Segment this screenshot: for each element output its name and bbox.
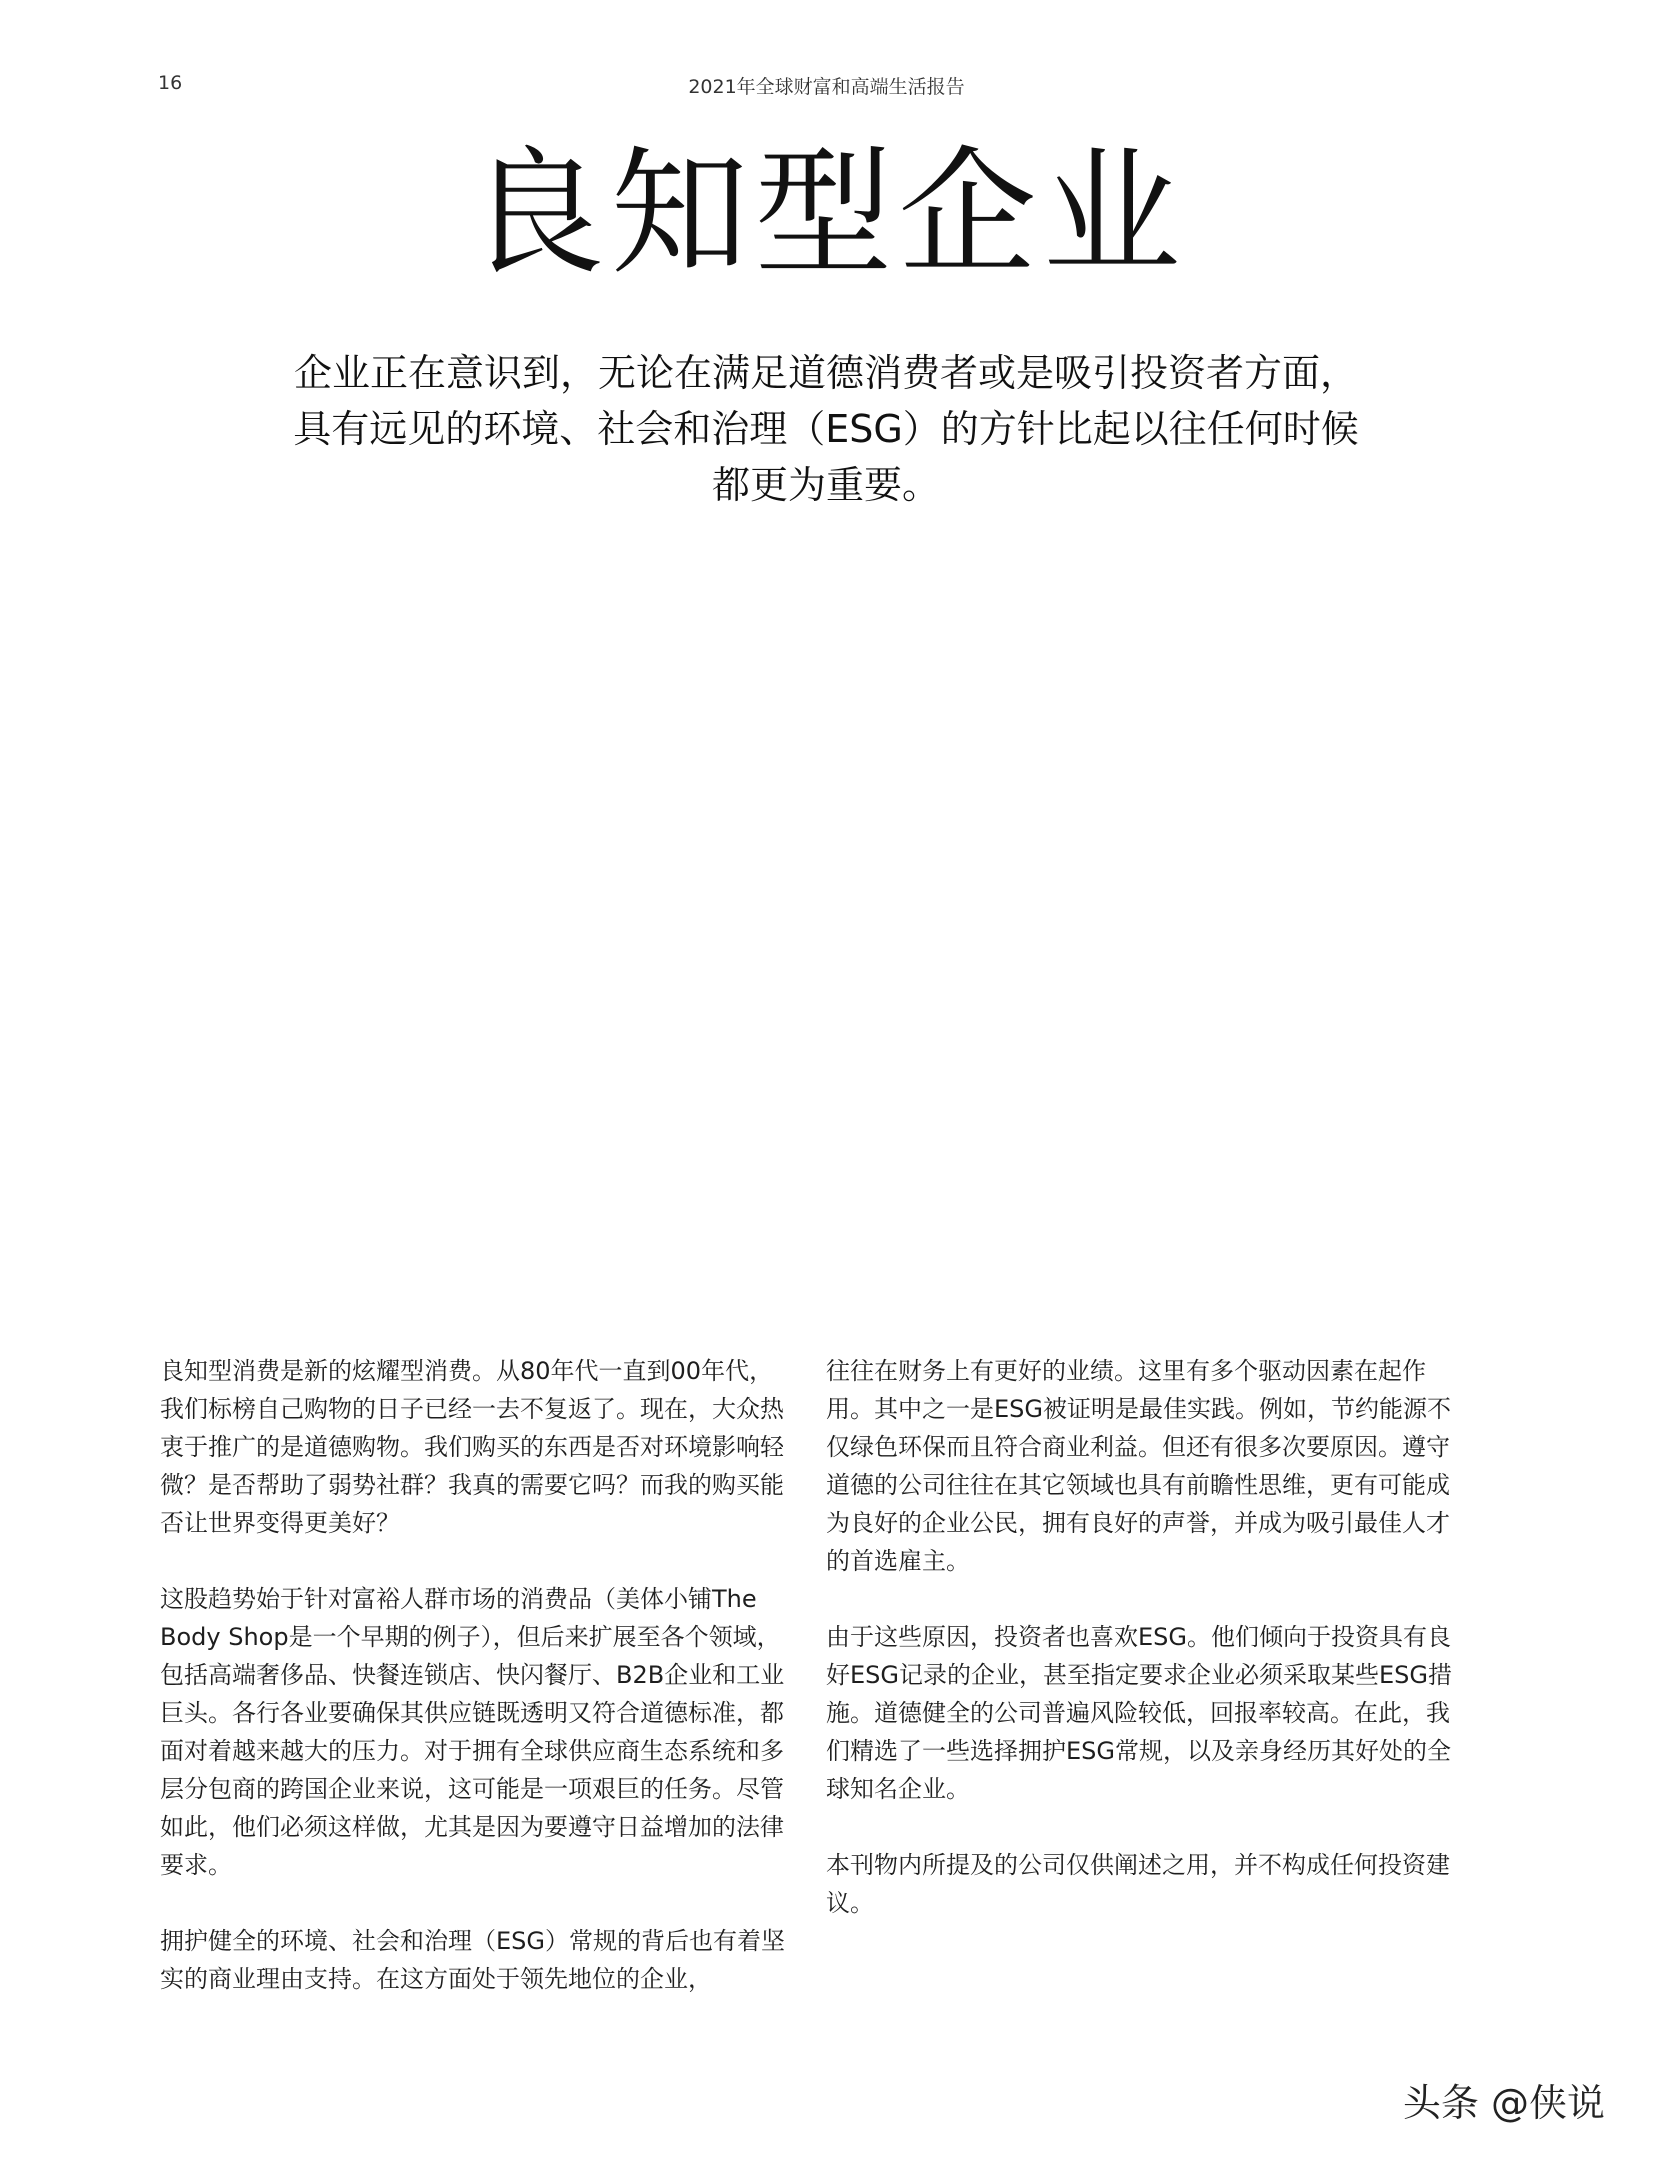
body-paragraph: 由于这些原因，投资者也喜欢ESG。他们倾向于投资具有良好ESG记录的企业，甚至指定要求企业必须采取某些ESG措施。道德健全的公司普遍风险较低，回报率较高。在此，我们精选了一些选择拥护ESG常规，以及亲身经历其好处的全球知名企业。 [826, 1623, 1452, 1803]
page-title: 良知型企业 [466, 133, 1187, 294]
lede-line: 企业正在意识到，无论在满足道德消费者或是吸引投资者方面， [293, 351, 1358, 395]
body-paragraph: 良知型消费是新的炫耀型消费。从80年代一直到00年代，我们标榜自己购物的日子已经一去不复返了。现在，大众热衷于推广的是道德购物。我们购买的东西是否对环境影响轻微？是否帮助了弱势社群？我真的需要它吗？而我的购买能否让世界变得更美好？ [160, 1357, 784, 1537]
lede-line: 都更为重要。 [711, 463, 940, 507]
right-column [826, 1352, 1462, 1960]
left-column [160, 1352, 796, 2036]
source-watermark: 头条 @侠说 [1402, 2081, 1605, 2125]
body-paragraph: 拥护健全的环境、社会和治理（ESG）常规的背后也有着坚实的商业理由支持。在这方面处于领先地位的企业， [160, 1927, 785, 1993]
body-paragraph: 本刊物内所提及的公司仅供阐述之用，并不构成任何投资建议。 [826, 1851, 1450, 1917]
body-paragraph: 这股趋势始于针对富裕人群市场的消费品（美体小铺The Body Shop是一个早期的例子），但后来扩展至各个领域，包括高端奢侈品、快餐连锁店、快闪餐厅、B2B企业和工业巨头。各行各业要确保其供应链既透明又符合道德标准，都面对着越来越大的压力。对于拥有全球供应商生态系统和多层分包商的跨国企业来说，这可能是一项艰巨的任务。尽管如此，他们必须这样做，尤其是因为要遵守日益增加的法律要求。 [160, 1585, 785, 1879]
running-header: 2021年全球财富和高端生活报告 [688, 76, 965, 98]
lede-paragraph [226, 345, 1426, 513]
body-paragraph: 往往在财务上有更好的业绩。这里有多个驱动因素在起作用。其中之一是ESG被证明是最佳实践。例如，节约能源不仅绿色环保而且符合商业利益。但还有很多次要原因。遵守道德的公司往往在其它领域也具有前瞻性思维，更有可能成为良好的企业公民，拥有良好的声誉，并成为吸引最佳人才的首选雇主。 [826, 1357, 1451, 1575]
page-number: 16 [158, 72, 183, 94]
lede-line: 具有远见的环境、社会和治理（ESG）的方针比起以往任何时候 [293, 407, 1359, 451]
